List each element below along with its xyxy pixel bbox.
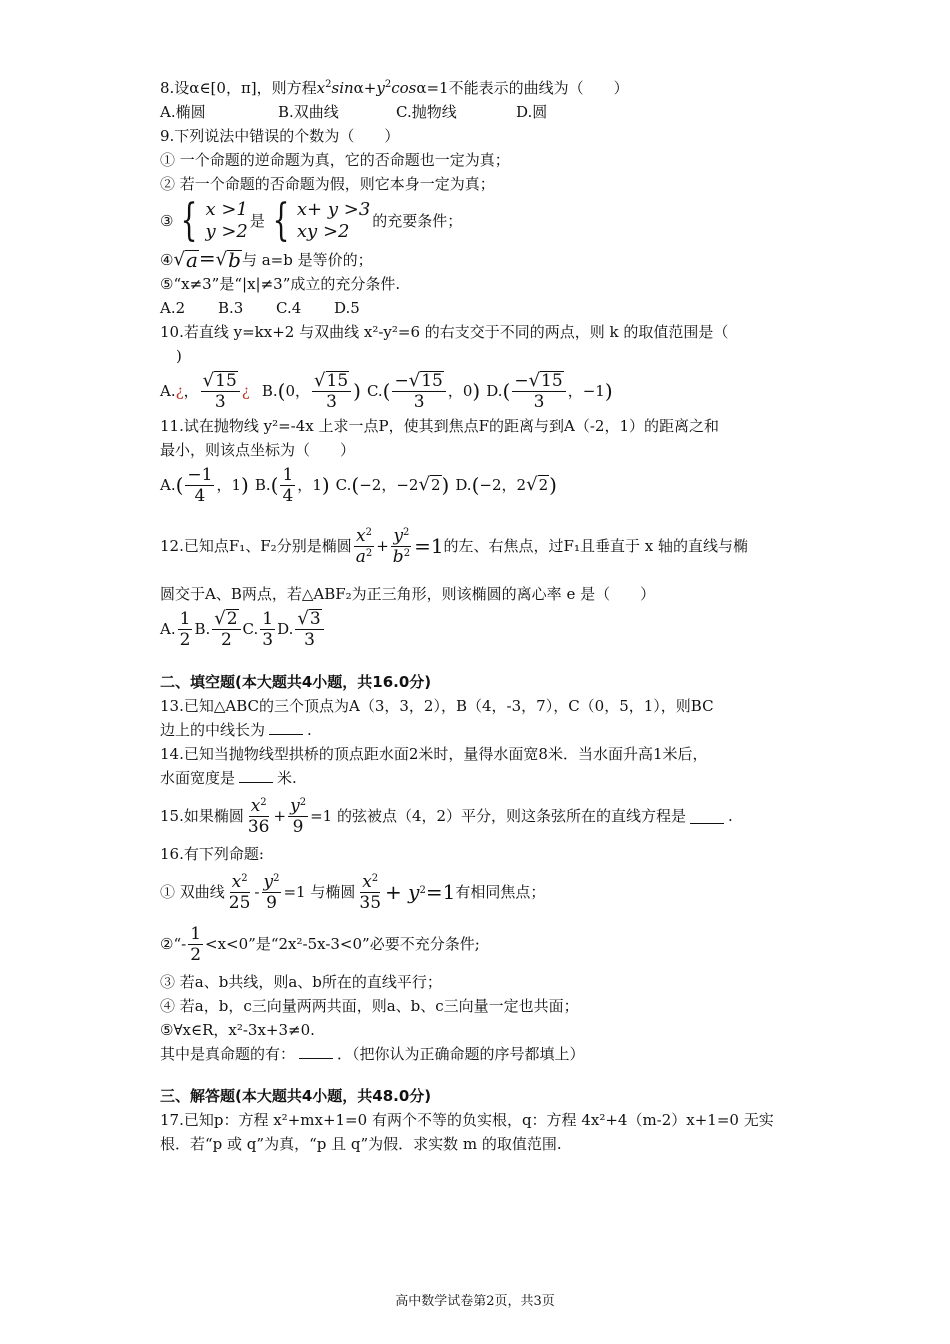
q13-answer-blank[interactable] xyxy=(269,720,303,735)
q12-stem-2: 圆交于A、B两点，若△ABF₂为正三角形，则该椭圆的离心率 e 是（ ） xyxy=(160,585,656,603)
q13-line-1: 13.已知△ABC的三个顶点为A（3，3，2），B（4，-3，7），C（0，5，1），则BC xyxy=(160,697,714,715)
q9-stem: 9.下列说法中错误的个数为（ ） xyxy=(160,127,400,145)
q8-option-c: C.抛物线 xyxy=(396,103,457,121)
q9-statement-4: ④ √ a = √ b 与 a=b 是等价的； xyxy=(160,246,373,272)
exam-page xyxy=(160,76,800,1156)
section-3-heading: 三、解答题(本大题共4小题，共48.0分) xyxy=(160,1087,432,1105)
q9-statement-2: ② 若一个命题的否命题为假，则它本身一定为真； xyxy=(160,175,495,193)
q9-statement-1: ① 一个命题的逆命题为真，它的否命题也一定为真； xyxy=(160,151,510,169)
q9-option-c: C.4 xyxy=(276,299,302,317)
q16-statement-5: ⑤∀x∈R，x²-3x+3≠0. xyxy=(160,1021,315,1039)
q15-line: 15.如果椭圆 $\frac{x^2}{36}$ + $\frac{y^2}{9}$ =1 的弦被点（4，2）平分，则这条弦所在的直线方程是 . xyxy=(160,795,733,837)
q14-line-1: 14.已知当抛物线型拱桥的顶点距水面2米时，量得水面宽8米．当水面升高1米后， xyxy=(160,745,708,763)
q17-line-2: 根．若“p 或 q”为真，“p 且 q”为假．求实数 m 的取值范围. xyxy=(160,1135,562,1153)
q13-line-2: 边上的中线长为 . xyxy=(160,721,312,739)
q16-statement-1: ① 双曲线 $\frac{x^2}{25}$ - $\frac{y^2}{9}$ =1 与椭圆 $\frac{x^2}{35}$ + $y^2=1$ 有相同焦点； xyxy=(160,871,546,913)
q10-options: A. ¿ ， √ 15 3 ¿ B. ( 0 ， √ 15 3 ) C. ( − √ 15 3 ， 0 ) D. ( − √ 15 3 ， −1 ) xyxy=(160,369,613,412)
q8-stem: 8.设α∈[0，π]，则方程$x^2\sin\alpha+y^2\cos\alpha=1$不能表示的曲线为（ ） xyxy=(160,79,629,97)
q9-statement-5: ⑤“x≠3”是“|x|≠3”成立的充分条件. xyxy=(160,275,401,293)
q16-ask: 其中是真命题的有： ．（把你认为正确命题的序号都填上） xyxy=(160,1045,585,1063)
inequality-system-2: { x+ y >3 xy >2 xyxy=(272,195,371,246)
q14-line-2: 水面宽度是 米. xyxy=(160,769,297,787)
q8-option-d: D.圆 xyxy=(516,103,548,121)
q17-line-1: 17.已知p：方程 x²+mx+1=0 有两个不等的负实根，q：方程 4x²+4（m-2）x+1=0 无实 xyxy=(160,1111,774,1129)
q11-stem: 11.试在抛物线 y²=-4x 上求一点P，使其到焦点F的距离与到A（-2，1）的距离之和 xyxy=(160,417,720,435)
q12-stem: 12.已知点F₁、F₂分别是椭圆 $\frac{x^2}{a^2}$ + $\frac{y^2}{b^2}$ =1 的左、右焦点，过F₁且垂直于 x 轴的直线与椭 xyxy=(160,525,748,567)
q16-statement-3: ③ 若a、b共线，则a、b所在的直线平行； xyxy=(160,973,442,991)
q11-stem-2: 最小，则该点坐标为（ ） xyxy=(160,441,356,459)
q15-answer-blank[interactable] xyxy=(690,809,724,824)
q10-stem: 10.若直线 y=kx+2 与双曲线 x²-y²=6 的右支交于不同的两点，则 k 的取值范围是（ xyxy=(160,323,729,341)
q9-statement-3: ③ { x >1 y >2 是 { x+ y >3 xy >2 的充要条件； xyxy=(160,195,463,246)
q16-statement-2: ②“- $\frac{1}{2}$ <x<0”是“2x²-5x-3<0”必要不充分条件; xyxy=(160,923,480,965)
q12-options: A. $\frac{1}{2}$ B. √ 2 2 C. $\frac{1}{3}$ D. √ 3 3 xyxy=(160,606,800,652)
q16-statement-4: ④ 若a，b，c三向量两两共面，则a、b、c三向量一定也共面； xyxy=(160,997,579,1015)
q8-option-a: A.椭圆 xyxy=(160,103,206,121)
q10-stem-close: ) xyxy=(176,347,182,365)
q9-options xyxy=(160,296,800,320)
q8-options xyxy=(160,100,800,124)
page-footer: 高中数学试卷第2页，共3页 xyxy=(395,1294,555,1309)
q9-option-a: A.2 xyxy=(160,299,186,317)
q11-options: A. ( $\frac{-1}{4}$ ， 1 ) B. ( $\frac{1}{4}$ ， 1 ) C. ( −2 ， −2 √ 2 ) D. ( −2 ， 2 √ 2 ) xyxy=(160,464,557,506)
section-2-heading: 二、填空题(本大题共4小题，共16.0分) xyxy=(160,673,432,691)
q16-stem: 16.有下列命题: xyxy=(160,845,264,863)
q14-answer-blank[interactable] xyxy=(239,768,273,783)
q8-option-b: B.双曲线 xyxy=(278,103,339,121)
q16-answer-blank[interactable] xyxy=(299,1044,333,1059)
q9-option-d: D.5 xyxy=(334,299,360,317)
q9-option-b: B.3 xyxy=(218,299,244,317)
inequality-system-1: { x >1 y >2 xyxy=(181,195,248,246)
